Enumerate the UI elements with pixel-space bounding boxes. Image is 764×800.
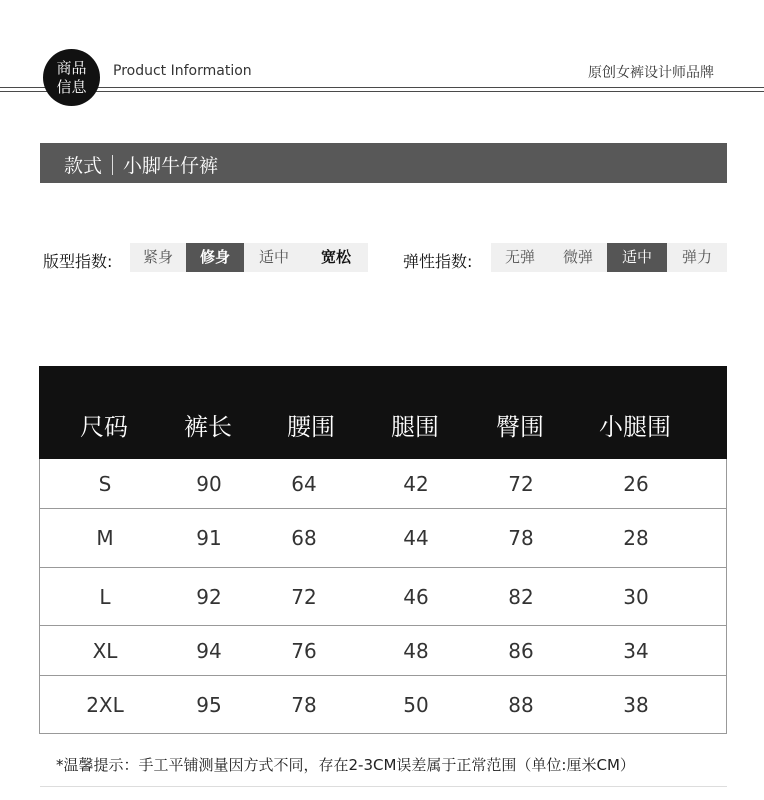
- cell-size: S: [98, 471, 112, 496]
- cell-length: 94: [196, 638, 222, 663]
- badge-line2: 信息: [56, 77, 87, 96]
- cell-hip: 88: [508, 692, 534, 717]
- cell-thigh: 42: [403, 471, 429, 496]
- style-label: 款式: [64, 155, 103, 177]
- elastic-option-slight: 微弹: [549, 243, 607, 272]
- product-info-badge: [43, 49, 100, 106]
- cell-hip: 72: [508, 471, 534, 496]
- header-size: 尺码: [80, 413, 128, 441]
- cell-waist: 68: [291, 526, 317, 550]
- cell-calf: 28: [623, 526, 649, 550]
- cell-calf: 26: [623, 471, 649, 496]
- elastic-index-options: [491, 243, 727, 272]
- header-brand: 原创女裤设计师品牌: [588, 65, 714, 81]
- header-line-bottom: [0, 91, 764, 92]
- fit-option-tight: 紧身: [130, 243, 186, 272]
- table-row: [39, 568, 727, 626]
- header-length: 裤长: [184, 413, 232, 441]
- size-table-header: [39, 366, 727, 459]
- cell-calf: 30: [623, 584, 649, 609]
- style-banner-text: [64, 151, 218, 178]
- cell-hip: 86: [508, 638, 534, 663]
- style-separator: [112, 155, 113, 175]
- cell-thigh: 50: [403, 692, 429, 717]
- fit-index-options: [130, 243, 368, 272]
- cell-size: XL: [92, 638, 118, 663]
- cell-thigh: 44: [403, 526, 429, 550]
- measurement-note: *温馨提示：手工平铺测量因方式不同，存在2-3CM误差属于正常范围（单位:厘米CM）: [56, 756, 635, 774]
- cell-size: M: [96, 526, 114, 550]
- cell-waist: 76: [291, 638, 317, 663]
- fit-option-regular: 适中: [244, 243, 304, 272]
- fit-option-slim: 修身: [186, 243, 244, 272]
- cell-size: 2XL: [86, 692, 124, 717]
- header-hip: 臀围: [496, 413, 544, 441]
- header-line-top: [0, 87, 764, 88]
- cell-length: 92: [196, 584, 222, 609]
- table-row: [39, 509, 727, 568]
- table-row: [39, 676, 727, 734]
- cell-hip: 78: [508, 526, 534, 550]
- elastic-option-stretch: 弹力: [667, 243, 727, 272]
- cell-length: 91: [196, 526, 222, 550]
- elastic-index-label: 弹性指数:: [403, 252, 473, 271]
- style-value: 小脚牛仔裤: [123, 155, 219, 177]
- elastic-option-medium: 适中: [607, 243, 667, 272]
- header-waist: 腰围: [287, 413, 335, 441]
- cell-waist: 64: [291, 471, 317, 496]
- cell-thigh: 48: [403, 638, 429, 663]
- cell-length: 90: [196, 471, 222, 496]
- cell-waist: 78: [291, 692, 317, 717]
- cell-length: 95: [196, 692, 222, 717]
- fit-index-label: 版型指数:: [43, 252, 113, 271]
- elastic-option-none: 无弹: [491, 243, 549, 272]
- header-calf: 小腿围: [599, 413, 671, 441]
- cell-calf: 34: [623, 638, 649, 663]
- fit-option-loose: 宽松: [304, 243, 368, 272]
- footer-divider: [40, 786, 727, 787]
- cell-waist: 72: [291, 584, 317, 609]
- table-row: [39, 626, 727, 676]
- header-thigh: 腿围: [391, 413, 439, 441]
- cell-size: L: [99, 584, 111, 609]
- size-table: [39, 366, 727, 717]
- cell-thigh: 46: [403, 584, 429, 609]
- cell-calf: 38: [623, 692, 649, 717]
- header-title-en: Product Information: [113, 63, 252, 79]
- cell-hip: 82: [508, 584, 534, 609]
- badge-line1: 商品: [56, 58, 87, 77]
- table-row: [39, 459, 727, 509]
